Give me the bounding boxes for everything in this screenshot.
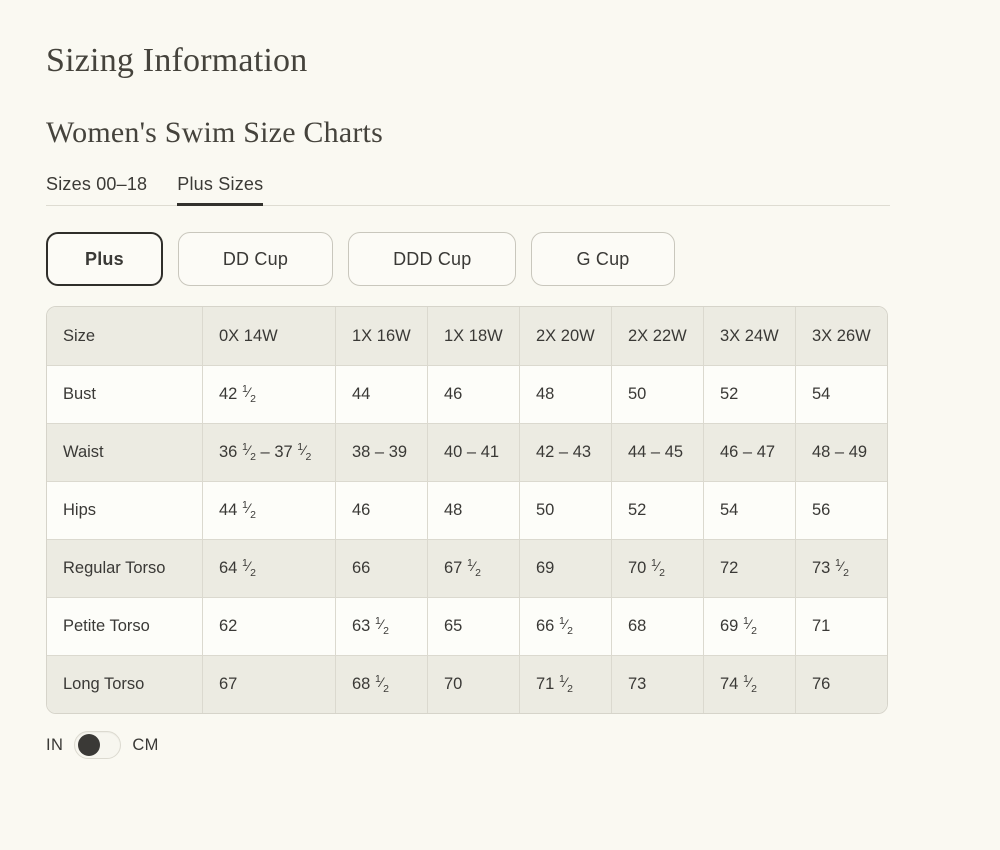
table-row (47, 539, 887, 597)
unit-label-cm[interactable]: CM (132, 735, 159, 754)
unit-toggle-switch[interactable] (74, 731, 121, 759)
size-cell: 71 $^1⁄_2$ (519, 655, 611, 713)
size-cell: 67 $^1⁄_2$ (427, 539, 519, 597)
column-header: 3X 24W (703, 307, 795, 365)
size-cell: 48 (519, 365, 611, 423)
row-label: Long Torso (47, 655, 202, 713)
size-cell: 73 (611, 655, 703, 713)
row-label: Petite Torso (47, 597, 202, 655)
table-body (47, 365, 887, 713)
size-cell: 46 (335, 481, 427, 539)
size-cell: 69 (519, 539, 611, 597)
table-row (47, 423, 887, 481)
size-cell: 68 $^1⁄_2$ (335, 655, 427, 713)
size-cell: 66 (335, 539, 427, 597)
column-header: 1X 16W (335, 307, 427, 365)
size-chart-tabs (46, 174, 890, 206)
page-title: Sizing Information (46, 42, 308, 79)
row-label: Bust (47, 365, 202, 423)
size-cell: 36 $^1⁄_2 - 37$ $^1⁄_2$ (202, 423, 335, 481)
size-cell: 50 (519, 481, 611, 539)
size-cell: 42 $^1⁄_2$ (202, 365, 335, 423)
column-header: 2X 22W (611, 307, 703, 365)
size-cell: 63 $^1⁄_2$ (335, 597, 427, 655)
section-title: Women's Swim Size Charts (46, 116, 383, 149)
filter-button-dd-cup[interactable]: DD Cup (178, 232, 333, 286)
size-cell: 56 (795, 481, 887, 539)
size-cell: 40 – 41 (427, 423, 519, 481)
filter-button-ddd-cup[interactable]: DDD Cup (348, 232, 516, 286)
size-cell: 48 – 49 (795, 423, 887, 481)
size-cell: 54 (703, 481, 795, 539)
column-header: Size (47, 307, 202, 365)
filter-button-plus[interactable]: Plus (46, 232, 163, 286)
size-cell: 64 $^1⁄_2$ (202, 539, 335, 597)
size-cell: 62 (202, 597, 335, 655)
column-header: 0X 14W (202, 307, 335, 365)
row-label: Regular Torso (47, 539, 202, 597)
size-chart-table-wrap (46, 306, 888, 714)
size-cell: 70 (427, 655, 519, 713)
size-cell: 48 (427, 481, 519, 539)
size-cell: 46 (427, 365, 519, 423)
row-label: Hips (47, 481, 202, 539)
size-chart-table (47, 307, 887, 713)
size-cell: 66 $^1⁄_2$ (519, 597, 611, 655)
table-row (47, 365, 887, 423)
size-cell: 54 (795, 365, 887, 423)
filter-buttons (46, 232, 954, 286)
size-cell: 76 (795, 655, 887, 713)
table-row (47, 655, 887, 713)
row-label: Waist (47, 423, 202, 481)
size-cell: 74 $^1⁄_2$ (703, 655, 795, 713)
size-cell: 71 (795, 597, 887, 655)
size-cell: 65 (427, 597, 519, 655)
tab-plus-sizes[interactable]: Plus Sizes (177, 174, 263, 205)
table-header (47, 307, 887, 365)
size-cell: 73 $^1⁄_2$ (795, 539, 887, 597)
unit-label-in[interactable]: IN (46, 735, 64, 754)
table-row (47, 481, 887, 539)
size-cell: 72 (703, 539, 795, 597)
size-cell: 44 $^1⁄_2$ (202, 481, 335, 539)
size-cell: 44 (335, 365, 427, 423)
table-header-row (47, 307, 887, 365)
size-cell: 50 (611, 365, 703, 423)
size-cell: 67 (202, 655, 335, 713)
size-cell: 46 – 47 (703, 423, 795, 481)
column-header: 1X 18W (427, 307, 519, 365)
size-cell: 68 (611, 597, 703, 655)
size-cell: 38 – 39 (335, 423, 427, 481)
size-cell: 70 $^1⁄_2$ (611, 539, 703, 597)
size-cell: 52 (703, 365, 795, 423)
size-cell: 42 – 43 (519, 423, 611, 481)
column-header: 2X 20W (519, 307, 611, 365)
toggle-knob (78, 734, 100, 756)
column-header: 3X 26W (795, 307, 887, 365)
tab-sizes-00-18[interactable]: Sizes 00–18 (46, 174, 148, 194)
filter-button-g-cup[interactable]: G Cup (531, 232, 674, 286)
size-cell: 69 $^1⁄_2$ (703, 597, 795, 655)
table-row (47, 597, 887, 655)
unit-toggle-row (46, 731, 954, 759)
size-cell: 52 (611, 481, 703, 539)
size-cell: 44 – 45 (611, 423, 703, 481)
